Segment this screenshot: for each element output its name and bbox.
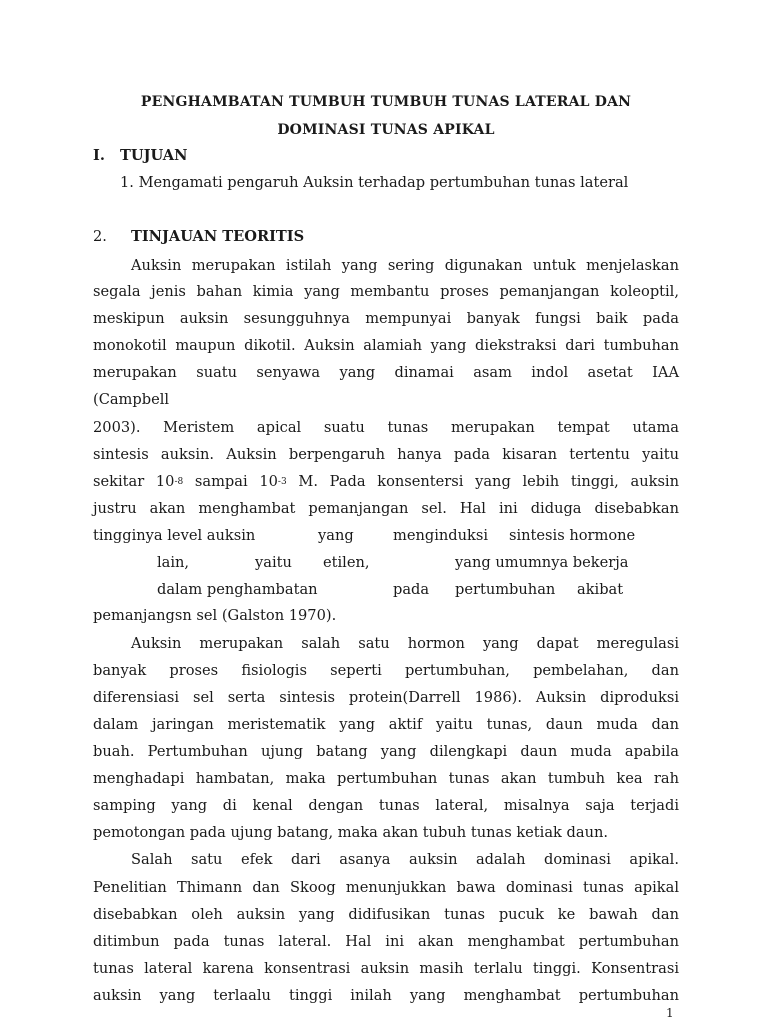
paragraph-3-line: Salah satu efek dari asanya auksin adalah dominasi apikal.: [131, 851, 679, 868]
paragraph-3-line: disebabkan oleh auksin yang didifusikan tunas pucuk ke bawah dan: [93, 906, 679, 923]
paragraph-3-line: tunas lateral karena konsentrasi auksin masih terlalu tinggi. Konsentrasi: [93, 960, 679, 977]
paragraph-3-line: Penelitian Thimann dan Skoog menunjukkan bawa dominasi tunas apikal: [93, 879, 679, 896]
document-title-line-1: PENGHAMBATAN TUMBUH TUMBUH TUNAS LATERAL DAN: [140, 94, 632, 110]
paragraph-2-line: buah. Pertumbuhan ujung batang yang dilengkapi daun muda apabila: [93, 743, 679, 760]
exponent: -8: [174, 477, 184, 487]
tabbed-cell: pertumbuhan: [455, 581, 556, 598]
exponent: -3: [277, 477, 287, 487]
section-2-heading: TINJAUAN TEORITIS: [131, 228, 305, 245]
paragraph-1-line: monokotil maupun dikotil. Auksin alamiah yang diekstraksi dari tumbuhan: [93, 337, 679, 354]
tabbed-cell: yang: [318, 527, 354, 544]
paragraph-3-line: ditimbun pada tunas lateral. Hal ini akan menghambat pertumbuhan: [93, 933, 679, 950]
paragraph-2-line: banyak proses fisiologis seperti pertumbuhan, pembelahan, dan: [93, 662, 679, 679]
paragraph-2-line: dalam jaringan meristematik yang aktif yaitu tunas, daun muda dan: [93, 716, 679, 733]
paragraph-1-line: segala jenis bahan kimia yang membantu proses pemanjangan koleoptil,: [93, 283, 679, 300]
paragraph-1-line-with-exponents: [93, 472, 679, 492]
paragraph-3-line: auksin yang terlaalu tinggi inilah yang menghambat pertumbuhan: [93, 987, 679, 1004]
tabbed-cell: akibat: [577, 581, 624, 598]
tabbed-cell: pada: [393, 581, 430, 598]
paragraph-2-line: menghadapi hambatan, maka pertumbuhan tunas akan tumbuh kea rah: [93, 770, 679, 787]
paragraph-1-line: 2003). Meristem apical suatu tunas merupakan tempat utama: [93, 419, 679, 436]
text-fragment: M. Pada konsentersi yang lebih tinggi, auksin: [286, 473, 679, 490]
paragraph-2-line: diferensiasi sel serta sintesis protein(Darrell 1986). Auksin diproduksi: [93, 689, 679, 706]
objective-item-1: 1. Mengamati pengaruh Auksin terhadap pertumbuhan tunas lateral: [120, 174, 629, 191]
tabbed-cell: dalam penghambatan: [157, 581, 318, 598]
paragraph-1-line: pemanjangsn sel (Galston 1970).: [93, 607, 337, 624]
tabbed-cell: menginduksi: [393, 527, 489, 544]
paragraph-1-line: (Campbell: [93, 391, 170, 408]
tabbed-cell: yang umumnya bekerja: [455, 554, 629, 571]
paragraph-1-line: Auksin merupakan istilah yang sering digunakan untuk menjelaskan: [131, 257, 679, 274]
paragraph-2-line: samping yang di kenal dengan tunas lateral, misalnya saja terjadi: [93, 797, 679, 814]
tabbed-cell: lain,: [157, 554, 190, 571]
paragraph-1-line: justru akan menghambat pemanjangan sel. Hal ini diduga disebabkan: [93, 500, 679, 517]
page-number: 1: [666, 1006, 674, 1020]
section-1-heading: TUJUAN: [120, 147, 188, 164]
text-fragment: sampai 10: [183, 473, 278, 490]
tabbed-cell: tingginya level auksin: [93, 527, 256, 544]
section-2-number: 2.: [93, 228, 107, 245]
paragraph-1-line: meskipun auksin sesungguhnya mempunyai banyak fungsi baik pada: [93, 310, 679, 327]
tabbed-cell: sintesis hormone: [509, 527, 636, 544]
section-1-number: I.: [93, 147, 105, 164]
tabbed-cell: yaitu: [255, 554, 292, 571]
paragraph-1-line: merupakan suatu senyawa yang dinamai asam indol asetat IAA: [93, 364, 679, 381]
document-title-line-2: DOMINASI TUNAS APIKAL: [277, 122, 495, 138]
text-fragment: sekitar 10: [93, 473, 175, 490]
tabbed-cell: etilen,: [323, 554, 370, 571]
paragraph-2-line: Auksin merupakan salah satu hormon yang dapat meregulasi: [131, 635, 679, 652]
paragraph-1-line: sintesis auksin. Auksin berpengaruh hanya pada kisaran tertentu yaitu: [93, 446, 679, 463]
paragraph-2-line: pemotongan pada ujung batang, maka akan tubuh tunas ketiak daun.: [93, 824, 608, 841]
